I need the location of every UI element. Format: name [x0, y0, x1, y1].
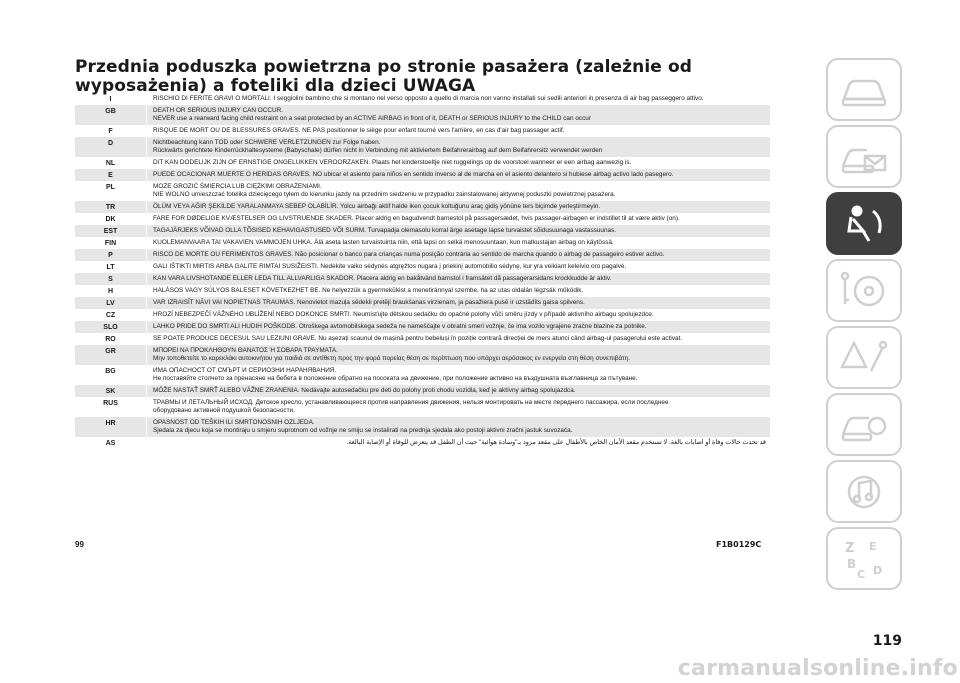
warning-line: VAR IZRAISĪT NĀVI VAI NOPIETNAS TRAUMAS. Nenovietot mazuļa sēdekli pretēji braukšanas virzienam, ja pasažiera pusē ir uzstādīts gaisa spilvens.: [153, 299, 585, 306]
svg-text:B: B: [847, 556, 857, 571]
tab-emergency[interactable]: [826, 326, 902, 389]
seat-airbag-icon: [839, 203, 889, 245]
language-code: HR: [75, 417, 147, 437]
warning-line: ΜΠΟΡΕΙ ΝΑ ΠΡΟΚΛΗΘΟΥΝ ΘΑΝΑΤΟΣ Ή ΣΟΒΑΡΑ ΤΡΑΥΜΑΤΑ.: [153, 347, 338, 354]
language-code: NL: [75, 157, 147, 169]
language-code: SK: [75, 385, 147, 397]
warning-line: Не поставяйте столчето за пренасяне на бебета в положение обратно на посоката на движение, при положение активно на въздушната възглавница за пътуване.: [153, 375, 638, 382]
table-row: [75, 105, 770, 125]
warning-text: [147, 213, 770, 225]
watermark: carmanualsonline.info: [677, 656, 958, 681]
tab-dashboard[interactable]: [826, 58, 902, 121]
warning-text: [147, 297, 770, 309]
warning-line: DEATH OR SERIOUS INJURY CAN OCCUR.: [153, 107, 283, 114]
table-row: [75, 125, 770, 137]
warning-line: Μην τοποθετείτε το καρεκλάκι αυτοκινήτου για παιδιά σε αντίθετη προς την φορά πορείας θέση σε περίπτωση που υπάρχει αερόσακος εν ενεργεία στη θέση συνεπιβάτη.: [153, 355, 631, 362]
warning-text: [147, 345, 770, 365]
warning-text: [147, 201, 770, 213]
warning-line: NIE WOLNO umieszczać fotelika dziecięcego tyłem do kierunku jazdy na przednim siedzeniu w przypadku zainstalowanej aktywnej poduszki powietrznej pasażera.: [153, 191, 616, 198]
tab-index[interactable]: [826, 527, 902, 590]
language-code: FIN: [75, 237, 147, 249]
figure-code: F1B0129C: [716, 540, 762, 549]
language-code: LT: [75, 261, 147, 273]
table-row: [75, 333, 770, 345]
warning-text: [147, 273, 770, 285]
svg-text:Z: Z: [845, 540, 855, 556]
table-row: [75, 137, 770, 157]
language-code: D: [75, 137, 147, 157]
language-code: EST: [75, 225, 147, 237]
car-service-icon: [839, 404, 889, 446]
warning-text: [147, 137, 770, 157]
warning-line: LAHKO PRIDE DO SMRTI ALI HUDIH POŠKODB. Otroškega avtomobilskega sedeža ne nameščajte v obratni smeri vožnje, če ima vozilo vgrajene zračne blazine za potnike.: [153, 323, 647, 330]
warning-line: HALÁSOS VAGY SÚLYOS BALESET KÖVETKEZHET BE. Ne helyezzük a gyermekülést a menetiránnyal szembe, ha az utas oldalán légzsák működik.: [153, 287, 584, 294]
language-code: BG: [75, 365, 147, 385]
warning-text: [147, 157, 770, 169]
language-code: AS: [75, 437, 147, 449]
warning-wrench-icon: [839, 337, 889, 379]
warning-text: [147, 333, 770, 345]
table-row: [75, 273, 770, 285]
page-number: 119: [872, 633, 902, 649]
table-row: [75, 397, 770, 417]
warning-text: [147, 125, 770, 137]
language-code: S: [75, 273, 147, 285]
warning-line: ТРАВМЫ И ЛЕТАЛЬНЫЙ ИСХОД. Детское кресло, устанавливающееся против направления движения, нельзя монтировать на месте переднего пассажира, если последнее: [153, 399, 669, 406]
car-dashboard-icon: [839, 69, 889, 111]
language-code: PL: [75, 181, 147, 201]
warning-text: [147, 437, 770, 449]
svg-text:E: E: [869, 539, 877, 553]
page-title: Przednia poduszka powietrzna po stronie pasażera (zależnie od wyposażenia) a foteliki dla dzieci UWAGA: [75, 57, 692, 96]
language-code: GB: [75, 105, 147, 125]
warning-text: [147, 105, 770, 125]
table-row: [75, 437, 770, 449]
svg-text:D: D: [873, 563, 883, 577]
language-code: SLO: [75, 321, 147, 333]
warning-line: Nichtbeachtung kann TOD oder SCHWERE VERLETZUNGEN zur Folge haben.: [153, 139, 381, 146]
table-row: [75, 213, 770, 225]
warning-text: [147, 385, 770, 397]
language-code: E: [75, 169, 147, 181]
warning-line: KAN VARA LIVSHOTANDE ELLER LEDA TILL ALLVARLIGA SKADOR. Placera aldrig en bakåtvänd barnstol i framsätet då passagerarsidans krockkudde är aktiv.: [153, 275, 612, 282]
warning-text: [147, 397, 770, 417]
warning-line: HROZÍ NEBEZPEČÍ VÁŽNÉHO UBLÍŽENÍ NEBO DOKONCE SMRTI. Neumísťujte dětskou sedačku do opačné polohy vůči směru jízdy v případě aktivního airbagu spolujezdce.: [153, 311, 654, 318]
tab-multimedia[interactable]: [826, 460, 902, 523]
table-row: [75, 297, 770, 309]
table-row: [75, 249, 770, 261]
table-row: [75, 225, 770, 237]
warning-line: оборудовано активной подушкой безопасности.: [153, 407, 295, 414]
table-row: [75, 93, 770, 105]
warning-line: GALI IŠTIKTI MIRTIS ARBA GALITE RIMTAI SUSIŽEISTI. Nedėkite vaiko sėdynės atgręžtos nugara į priekinį automobilio sėdynę, kur yra veikiant keleivio oro pagalvė.: [153, 263, 627, 270]
warning-text: [147, 309, 770, 321]
language-code: GR: [75, 345, 147, 365]
warning-text: [147, 169, 770, 181]
warning-text: [147, 237, 770, 249]
warning-text: [147, 417, 770, 437]
tab-starting[interactable]: [826, 259, 902, 322]
index-abc-icon: [839, 538, 889, 580]
warning-text: [147, 249, 770, 261]
warning-line: SE POATE PRODUCE DECESUL SAU LEZIUNI GRAVE. Nu așezați scaunul de mașină pentru bebeluși în poziție contrară direcției de mers atunci când airbag-ul pasagerului este activat.: [153, 335, 683, 342]
language-code: I: [75, 93, 147, 105]
warning-line: OPASNOST OD TEŠKIH ILI SMRTONOSNIH OZLJEDA.: [153, 419, 315, 426]
language-code: RO: [75, 333, 147, 345]
language-code: RUS: [75, 397, 147, 417]
warning-text: [147, 365, 770, 385]
warning-line: RISQUE DE MORT OU DE BLESSURES GRAVES. NE PAS positionner le siège pour enfant tourné vers l'arrière, en cas d'air bag passager actif.: [153, 127, 565, 134]
warning-line: ИМА ОПАСНОСТ ОТ СМЪРТ И СЕРИОЗНИ НАРАНЯВАНИЯ.: [153, 367, 337, 374]
language-code: TR: [75, 201, 147, 213]
warning-text: [147, 285, 770, 297]
warning-line: قد تحدث حالات وفاة أو اصابات بالغة. لا تستخدم مقعد الأمان الخاص بالأطفال على مقعد مزود بـ"وسادة هوائية" حيث أن الطفل قد يتعرض للوفاة أو الإصابة البالغة.: [346, 439, 766, 446]
table-row: [75, 385, 770, 397]
warning-text: [147, 321, 770, 333]
table-row: [75, 417, 770, 437]
warning-line: ÖLÜM VEYA AĞIR ŞEKİLDE YARALANMAYA SEBEP OLABİLİR. Yolcu airbağı aktif halde iken çocuk koltuğunu araç gidiş yönüne ters biçimde yerleştirmeyin.: [153, 203, 601, 210]
warning-table: [75, 93, 770, 449]
table-row: [75, 169, 770, 181]
warning-line: MOŻE GROZIĆ ŚMIERCIA LUB CIĘŻKIMI OBRAŻENIAMI.: [153, 183, 322, 190]
table-row: [75, 345, 770, 365]
language-code: CZ: [75, 309, 147, 321]
language-code: F: [75, 125, 147, 137]
language-code: P: [75, 249, 147, 261]
warning-text: [147, 93, 770, 105]
table-row: [75, 309, 770, 321]
warning-line: RISCHIO DI FERITE GRAVI O MORTALI. I seggiolini bambino che si montano nel verso opposto a quello di marcia non vanno installati sui sedili anteriori in presenza di air bag passeggero attivo.: [153, 95, 704, 102]
warning-line: PUEDE OCACIONAR MUERTE O HERIDAS GRAVES. NO ubicar el asiento para niños en sentido inverso al de marcha en el asiento delantero si hubiese airbag activo lado pasegero.: [153, 171, 674, 178]
warning-line: Rückwärts gerichtete Kinderrückhaltesysteme (Babyschale) dürfen nicht in Verbindung mit aktiviertem Beifahrerairbag auf dem Beifahrersitz verwendet werden: [153, 147, 603, 154]
svg-text:C: C: [857, 567, 866, 580]
warning-line: Sjedala za djecu koja se montiraju u smjeru suprotnom od vožnje ne smiju se instalirati na prednja sjedala ako postoji aktivni zračni jastuk suvozača.: [153, 427, 573, 434]
car-message-icon: [839, 136, 889, 178]
table-row: [75, 201, 770, 213]
table-row: [75, 285, 770, 297]
warning-line: MÔŽE NASTAŤ SMRŤ ALEBO VÁŽNE ZRANENIA. Nedávajte autosedačku pre deti do polohy proti chodu vozidla, keď je aktívny airbag spolujazdca.: [153, 387, 576, 394]
multimedia-icon: [839, 471, 889, 513]
table-row: [75, 261, 770, 273]
language-code: LV: [75, 297, 147, 309]
warning-line: FARE FOR DØDELIGE KVÆSTELSER OG LIVSTRUENDE SKADER. Placer aldrig en bagudvendt barnestol på passagersædet, hvis passager-airbagen er indstillet til at være aktiv (on).: [153, 215, 680, 222]
tab-messages[interactable]: [826, 125, 902, 188]
language-code: H: [75, 285, 147, 297]
language-code: DK: [75, 213, 147, 225]
table-row: [75, 321, 770, 333]
table-row: [75, 365, 770, 385]
key-steering-icon: [839, 270, 889, 312]
tab-safety[interactable]: [826, 192, 902, 255]
figure-number: 99: [75, 540, 84, 549]
warning-line: DIT KAN DODELIJK ZIJN OF ERNSTIGE ONGELUKKEN VEROORZAKEN. Plaats het kinderstoeltje niet ruggelings op de voorstoel wanneer er een airbag aanwezig is.: [153, 159, 632, 166]
table-row: [75, 237, 770, 249]
chapter-tabs: [826, 58, 902, 594]
warning-line: KUOLEMANVAARA TAI VAKAVIEN VAMMOJEN UHKA. Älä aseta lasten turvaistuinta niin, että lapsi on selkä menosuuntaan, kun matkustajan airbag on käytössä.: [153, 239, 614, 246]
warning-line: NEVER use a rearward facing child restraint on a seat protected by an ACTIVE AIRBAG in front of it, DEATH or SERIOUS INJURY to the CHILD can occur: [153, 115, 591, 122]
warning-text: [147, 225, 770, 237]
warning-line: RISCO DE MORTE OU FERIMENTOS GRAVES. Não posicionar o banco para crianças numa posição contrária ao sentido de marcha quando o airbag de passageiro estiver activo.: [153, 251, 665, 258]
warning-text: [147, 261, 770, 273]
table-row: [75, 181, 770, 201]
table-row: [75, 157, 770, 169]
warning-text: [147, 181, 770, 201]
warning-line: TAGAJÄRJEKS VÕIVAD OLLA TÕSISED KEHAVIGASTUSED VÕI SURM. Turvapadja olemasolu korral ärge asetage lapse turvaistet sõidusuunaga vastassuunas.: [153, 227, 617, 234]
tab-maintenance[interactable]: [826, 393, 902, 456]
